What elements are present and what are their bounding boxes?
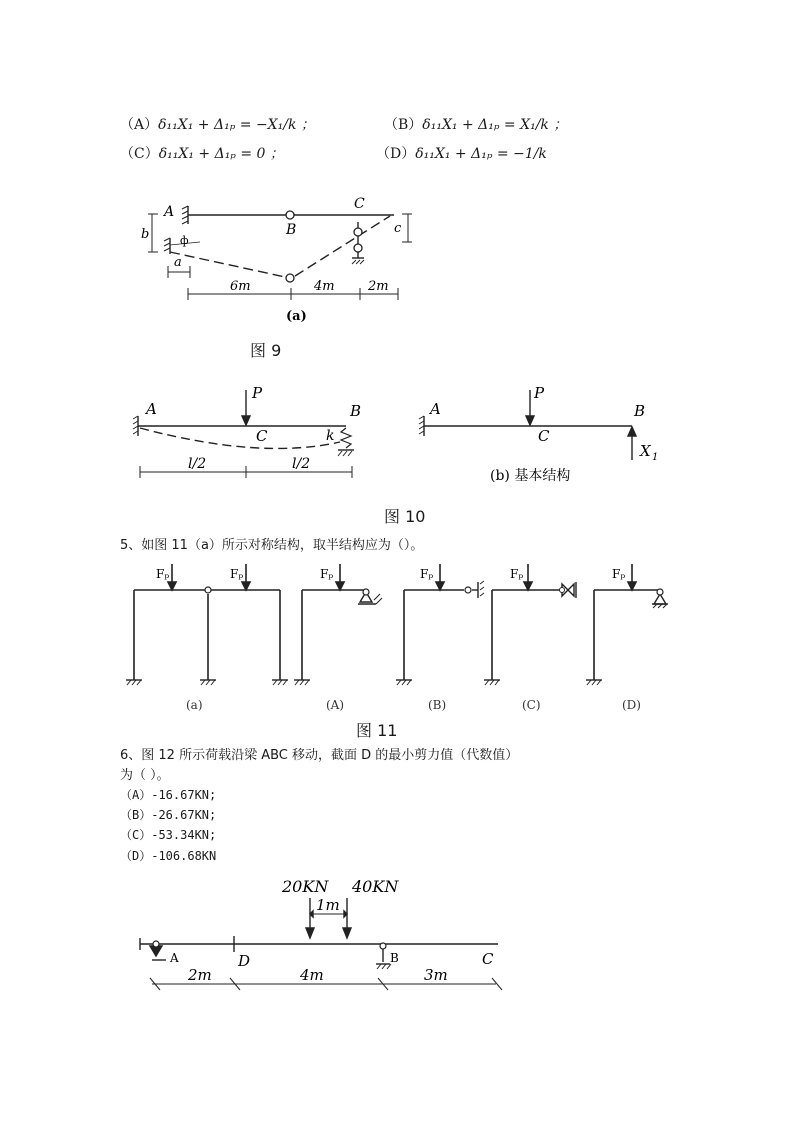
q6-text-line2: 为（ ）。 [120, 768, 170, 783]
fig10-label-k: k [326, 428, 335, 444]
fig9-label-a-dim: a [174, 255, 182, 270]
q5-text: 5、如图 11（a）所示对称结构，取半结构应为（）。 [120, 538, 424, 553]
option-b-label: （B） [384, 117, 423, 133]
fig9-sublabel: (a) [286, 309, 307, 324]
fig9-caption: 图 9 [250, 341, 282, 360]
fig12-load-20kn: 20KN [282, 877, 329, 896]
fig9-label-a: A [164, 204, 175, 220]
fig12-label-b: B [390, 951, 399, 965]
fig10b-label-c: C [538, 427, 550, 445]
fig10-label-b: B [350, 402, 362, 420]
q6-option-b: （B）-26.67KN; [120, 808, 217, 822]
figure-11 [0, 556, 794, 716]
fig11-caption: 图 11 [356, 721, 398, 740]
fig9-label-c-dim: c [394, 221, 402, 236]
fig9-dim-6m: 6m [230, 279, 251, 294]
figure-10 [0, 380, 794, 500]
fig12-label-c: C [482, 950, 494, 968]
fig10b-label-x: X [640, 442, 651, 460]
fig10b-label-p: P [534, 384, 545, 402]
option-c-formula: δ₁₁X₁ + Δ₁ₚ = 0 ； [158, 146, 284, 162]
fig11-load-a1: Fₚ [156, 567, 170, 581]
q6-option-d: （D）-106.68KN [120, 849, 217, 863]
fig11-sub-C: (C) [522, 698, 541, 712]
fig10b-label-a: A [430, 400, 441, 418]
fig12-label-a: A [170, 951, 179, 965]
option-b-formula: δ₁₁X₁ + Δ₁ₚ = X₁/k ； [422, 117, 568, 133]
option-d-label: （D） [376, 146, 416, 162]
figure-12 [0, 870, 794, 1010]
fig9-label-b: B [286, 222, 297, 238]
fig10-sublabel-b: (b) 基本结构 [490, 468, 571, 484]
fig11-load-B: Fₚ [420, 567, 434, 581]
fig12-dim-2m: 2m [188, 966, 212, 984]
fig11-load-D: Fₚ [612, 567, 626, 581]
fig10-label-a: A [146, 400, 157, 418]
fig11-load-A: Fₚ [320, 567, 334, 581]
fig10-label-c: C [256, 427, 268, 445]
fig11-sub-B: (B) [428, 698, 447, 712]
q6-option-a: （A）-16.67KN; [120, 788, 217, 802]
fig11-sub-A: (A) [326, 698, 345, 712]
fig11-load-C: Fₚ [510, 567, 524, 581]
fig10-caption: 图 10 [384, 507, 426, 526]
fig12-load-40kn: 40KN [352, 877, 399, 896]
fig12-dim-4m: 4m [300, 966, 324, 984]
fig10-dim-left: l/2 [188, 456, 207, 472]
fig12-dim-3m: 3m [424, 966, 448, 984]
option-d-formula: δ₁₁X₁ + Δ₁ₚ = −1/k [415, 146, 547, 162]
fig10-dim-right: l/2 [292, 456, 311, 472]
option-c-label: （C） [120, 146, 159, 162]
fig10b-label-b: B [634, 402, 646, 420]
fig11-sub-D: (D) [622, 698, 641, 712]
option-a-label: （A） [120, 117, 159, 133]
fig11-load-a2: Fₚ [230, 567, 244, 581]
fig9-label-phi: ф [180, 234, 189, 247]
fig10b-label-x-sub: 1 [652, 452, 659, 463]
fig12-label-d: D [238, 952, 251, 970]
fig9-dim-2m: 2m [368, 279, 389, 294]
option-a-formula: δ₁₁X₁ + Δ₁ₚ = −X₁/k ； [158, 117, 315, 133]
figure-9 [0, 0, 794, 370]
fig12-spacing: 1m [316, 896, 340, 914]
fig11-sub-a: (a) [186, 698, 203, 712]
q6-text-line1: 6、图 12 所示荷载沿梁 ABC 移动，截面 D 的最小剪力值（代数值） [120, 748, 519, 763]
fig9-label-b-dim: b [141, 227, 150, 242]
fig9-label-c: C [354, 196, 365, 212]
fig10-label-p: P [252, 384, 263, 402]
q6-option-c: （C）-53.34KN; [120, 828, 217, 842]
fig9-dim-4m: 4m [314, 279, 335, 294]
